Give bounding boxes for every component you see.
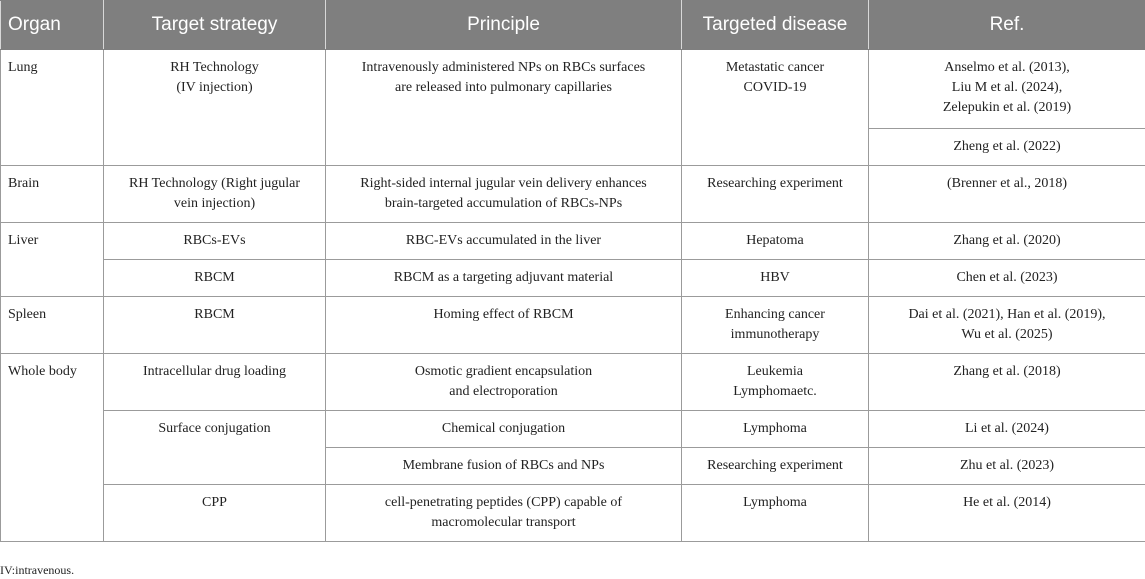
strategy-cell: Intracellular drug loading [104, 354, 326, 411]
cell-line: Dai et al. (2021), Han et al. (2019), [908, 307, 1106, 322]
cell-line: COVID-19 [743, 80, 807, 95]
disease-cell [682, 354, 869, 411]
cell-line: Intravenously administered NPs on RBCs surfaces [361, 60, 646, 75]
principle-cell: RBC-EVs accumulated in the liver [326, 223, 682, 260]
cell-line: immunotherapy [730, 327, 820, 342]
ref-cell: Li et al. (2024) [869, 411, 1145, 448]
organ-cell: Liver [1, 223, 104, 297]
disease-cell [682, 50, 869, 166]
principle-cell [326, 50, 682, 166]
ref-cell [869, 297, 1145, 354]
cell-line: Leukemia [747, 364, 803, 379]
cell-line: macromolecular transport [431, 515, 576, 530]
ref-cell: Zhu et al. (2023) [869, 448, 1145, 485]
table-row [1, 354, 1145, 411]
cell-line: vein injection) [173, 196, 256, 211]
organ-cell: Whole body [1, 354, 104, 542]
strategy-cell: Surface conjugation [104, 411, 326, 485]
strategy-cell: RBCM [104, 297, 326, 354]
cell-line: Right-sided internal jugular vein delivery enhances [360, 176, 647, 191]
table-row [1, 50, 1145, 129]
strategy-cell [104, 166, 326, 223]
ref-cell: Zheng et al. (2022) [869, 129, 1145, 166]
ref-cell [869, 50, 1145, 129]
cell-line: Lymphomaetc. [733, 384, 817, 399]
ref-cell: He et al. (2014) [869, 485, 1145, 542]
organ-cell: Brain [1, 166, 104, 223]
cell-line: cell-penetrating peptides (CPP) capable of [384, 495, 623, 510]
cell-line: Metastatic cancer [725, 60, 825, 75]
principle-cell: Homing effect of RBCM [326, 297, 682, 354]
cell-line: are released into pulmonary capillaries [395, 80, 612, 95]
table-footnote: IV:intravenous. [0, 563, 75, 577]
disease-cell: Hepatoma [682, 223, 869, 260]
principle-cell [326, 485, 682, 542]
principle-cell: Chemical conjugation [326, 411, 682, 448]
principle-cell [326, 354, 682, 411]
cell-line: RH Technology [170, 60, 259, 75]
header-target-strategy: Target strategy [104, 1, 326, 50]
ref-cell: (Brenner et al., 2018) [869, 166, 1145, 223]
ref-cell: Chen et al. (2023) [869, 260, 1145, 297]
disease-cell: Lymphoma [682, 411, 869, 448]
cell-line: Enhancing cancer [725, 307, 825, 322]
strategy-cell: CPP [104, 485, 326, 542]
cell-line: Osmotic gradient encapsulation [414, 364, 593, 379]
principle-cell [326, 166, 682, 223]
table-row [1, 223, 1145, 260]
header-organ: Organ [1, 1, 104, 50]
principle-cell: Membrane fusion of RBCs and NPs [326, 448, 682, 485]
disease-cell: Researching experiment [682, 448, 869, 485]
cell-line: Anselmo et al. (2013), [944, 60, 1070, 75]
disease-cell: HBV [682, 260, 869, 297]
strategy-cell: RBCM [104, 260, 326, 297]
strategy-cell: RBCs-EVs [104, 223, 326, 260]
table-row [1, 297, 1145, 354]
cell-line: Zelepukin et al. (2019) [942, 100, 1072, 115]
table-row [1, 260, 1145, 297]
table-row [1, 166, 1145, 223]
header-principle: Principle [326, 1, 682, 50]
organ-cell: Spleen [1, 297, 104, 354]
organ-cell: Lung [1, 50, 104, 166]
cell-line: and electroporation [449, 384, 558, 399]
ref-cell: Zhang et al. (2020) [869, 223, 1145, 260]
ref-cell: Zhang et al. (2018) [869, 354, 1145, 411]
header-targeted-disease: Targeted disease [682, 1, 869, 50]
cell-line: (IV injection) [176, 80, 253, 95]
disease-cell: Lymphoma [682, 485, 869, 542]
table-row [1, 485, 1145, 542]
principle-cell: RBCM as a targeting adjuvant material [326, 260, 682, 297]
disease-cell [682, 297, 869, 354]
strategy-cell [104, 50, 326, 166]
cell-line: RH Technology (Right jugular [128, 176, 301, 191]
header-ref: Ref. [869, 1, 1145, 50]
table-row [1, 411, 1145, 448]
cell-line: brain-targeted accumulation of RBCs-NPs [384, 196, 623, 211]
cell-line: Wu et al. (2025) [961, 327, 1053, 342]
cell-line: Liu M et al. (2024), [951, 80, 1063, 95]
header-row [1, 1, 1145, 50]
disease-cell: Researching experiment [682, 166, 869, 223]
